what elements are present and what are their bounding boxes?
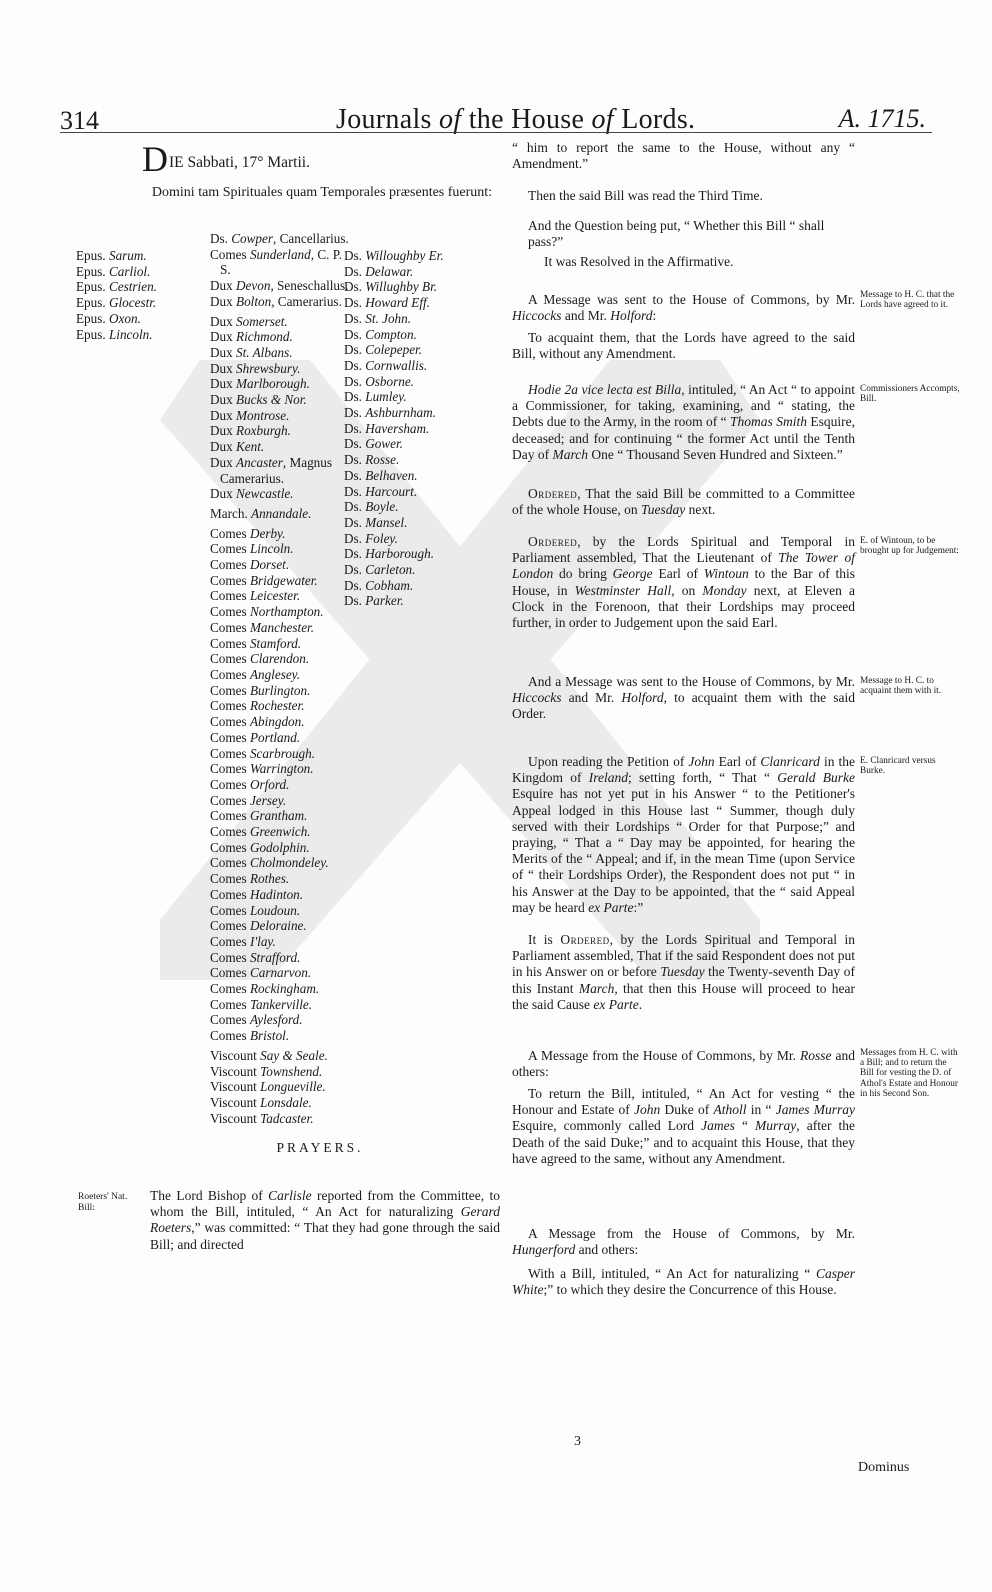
lord-entry [210,698,350,714]
title-prefix: Dux [210,278,233,294]
lord-entry [210,573,350,589]
title-prefix: Comes [210,572,247,588]
lord-entry [210,636,350,652]
title-prefix: Comes [210,996,247,1012]
baron-entry [344,405,484,421]
peer-name: Rothes. [249,871,290,887]
lord-entry [210,1111,350,1127]
lord-entry [210,1095,350,1111]
bishop-entry [76,248,186,264]
title-prefix: Ds. [344,373,362,389]
title-prefix: Comes [210,557,247,573]
paragraph-return-atholl-bill: To return the Bill, intituled, “ An Act for vesting “ the Honour and Estate of John Duke of Atholl in “ James Murray Esquire, commonly called Lord James “ Murray, after the Death of the said Duke;” and to acquaint this House, that they have agreed to the same, without any Amendment. [512,1086,856,1166]
peer-name: Cobham. [365,577,414,593]
page-number: 314 [60,106,99,135]
title-prefix: Ds. [344,405,362,421]
lord-entry [210,506,350,522]
peer-name: Cowper [231,231,274,246]
bishop-entry [76,295,186,311]
peer-name: Somerset. [236,313,288,329]
roeters-report-paragraph: The Lord Bishop of Carlisle reported from the Committee, to whom the Bill, intituled, “ An Act for naturalizing Gerard Roeters,” was committed: “ That they had gone through the said Bill; and directed [150,1188,500,1252]
peer-name: Carnarvon. [249,965,312,981]
lord-entry [210,777,350,793]
baron-entry [344,593,484,609]
peer-name: Willoughby Er. [365,248,444,263]
peer-name: Cholmondeley. [249,855,329,871]
title-prefix: Ds. [344,420,362,436]
peer-name: Abingdon. [249,714,305,730]
peer-name: Newcastle. [236,486,294,502]
peer-name: Shrewsbury. [236,360,301,376]
peer-name: Colepeper. [365,342,423,358]
title-prefix: Comes [210,604,247,620]
title-prefix: Comes [210,1012,247,1028]
title-prefix: Comes [210,965,247,981]
peer-name: Gower. [365,436,403,452]
baron-entry [344,279,484,295]
signature-mark: 3 [574,1434,581,1449]
title-prefix: Comes [210,824,247,840]
baron-entry [344,546,484,562]
baron-entry [344,484,484,500]
peer-name: Anglesey. [249,666,301,682]
baron-entry [344,248,484,264]
lord-entry [210,683,350,699]
title-prefix: Comes [210,886,247,902]
peer-name: Hadinton. [249,886,304,902]
baron-entry [344,311,484,327]
peer-name: Clarendon. [249,651,310,667]
peer-name: Manchester. [249,619,315,635]
margin-note-roeters: Roeters' Nat. Bill: [78,1192,128,1213]
peer-name: Burlington. [249,682,311,698]
lord-entry [210,824,350,840]
peer-name: Bolton [236,293,272,309]
peer-name: Carleton. [365,562,416,578]
baron-entry [344,436,484,452]
prayers-heading: PRAYERS. [276,1140,364,1155]
peer-name: Oxon. [108,310,141,326]
paragraph-clanricard-petition: Upon reading the Petition of John Earl of Clanricard in the Kingdom of Ireland; setting forth, “ That “ Gerald Burke Esquire has not yet put in his Answer “ to the Petitioner's Appeal lodged in this House last “ Summer, though duly served with their Lordships “ Order for that Purpose;” and praying, “ That a “ Day may be appointed, for hearing the Merits of the “ Appeal; and if, in the mean Time (upon Service of “ their Lordships Order), the Respondent does not put “ in his Answer at the Day to be appointed, that the “ said Appeal may be heard ex Parte:” [512,754,856,915]
title-prefix: Comes [210,745,247,761]
peer-name: Godolphin. [249,839,310,855]
baron-entry [344,342,484,358]
title-prefix: Ds. [344,326,362,342]
lord-entry [210,294,350,310]
title-prefix: Comes [210,918,247,934]
margin-note-messages-hc: Messages from H. C. with a Bill; and to return the Bill for vesting the D. of Athol's Estate and Honour in his Second Son. [860,1048,958,1099]
paragraph-commissioners-bill: Hodie 2a vice lecta est Billa, intituled, “ An Act “ to appoint a Commissioner, for taking, examining, and “ stating, the Debts due to the Army, in the room of “ Thomas Smith Esquire, deceased; and for continuing “ the former Act until the Tenth Day of March One “ Thousand Seven Hundred and Sixteen.” [512,382,855,462]
left-column [60,140,504,1330]
lord-entry [210,439,350,455]
peer-name: Sarum. [108,248,147,263]
peer-name: Ancaster [236,454,283,470]
peer-name: Warrington. [249,761,314,777]
title-prefix: Viscount [210,1063,257,1079]
title-prefix: Epus. [76,263,106,279]
peer-name: Bristol. [249,1028,290,1044]
title-prefix: Ds. [344,514,362,530]
peer-name: Harcourt. [365,483,418,499]
peer-name: Willughby Br. [365,279,438,295]
lord-entry [210,345,350,361]
paragraph-casper-white-bill: With a Bill, intituled, “ An Act for naturalizing “ Casper White;” to which they desire the Concurrence of this House. [512,1266,855,1298]
peer-name: Richmond. [236,329,293,345]
lord-entry [210,1012,350,1028]
title-prefix: Comes [210,808,247,824]
peer-name: Strafford. [249,949,301,965]
peer-name: Greenwich. [249,824,311,840]
paragraph-ordered-wintoun: Ordered, by the Lords Spiritual and Temporal in Parliament assembled, That the Lieutenant of The Tower of London do bring George Earl of Wintoun to the Bar of this House, in Westminster Hall, on Monday next, at Eleven a Clock in the Forenoon, that their Lordships may proceed further, in order to Judgement upon the said Earl. [512,534,856,631]
title-prefix: Comes [210,246,247,262]
paragraph-ordered-respondent: It is Ordered, by the Lords Spiritual and Temporal in Parliament assembled, That if the said Respondent does not put in his Answer on or before Tuesday the Twenty-seventh Day of this Instant March, that then this House will proceed to hear the said Cause ex Parte. [512,932,855,1012]
title-prefix: Ds. [344,499,362,515]
peer-name: Townshend. [260,1063,323,1079]
peer-name: Portland. [249,729,301,745]
lord-entry [210,361,350,377]
peer-name: Grantham. [249,808,308,824]
lord-entry [210,588,350,604]
lord-entry [210,918,350,934]
peer-name: Bucks & Nor. [236,392,307,408]
lord-entry [210,981,350,997]
baron-entry [344,578,484,594]
title-prefix: Comes [210,666,247,682]
baron-entry [344,389,484,405]
peer-name: Rosse. [365,452,400,468]
baron-entry [344,264,484,280]
title-prefix: Comes [210,635,247,651]
title-prefix: Comes [210,588,247,604]
year-label: A. 1715. [838,104,926,133]
lord-entry [210,950,350,966]
title-prefix: Viscount [210,1047,257,1063]
margin-note-message-agreed: Message to H. C. that the Lords have agreed to it. [860,290,955,311]
title-prefix: Comes [210,651,247,667]
peer-name: Lincoln. [108,326,153,342]
title-prefix: Viscount [210,1079,257,1095]
lord-entry [210,651,350,667]
right-margin-notes [860,140,960,1330]
peer-name: I'lay. [249,933,276,949]
peer-name: St. John. [365,310,412,326]
peer-name: Tankerville. [249,996,313,1012]
lord-entry [210,247,350,278]
paragraph-message-rosse: A Message from the House of Commons, by Mr. Rosse and others: [512,1048,855,1080]
title-prefix: Ds. [344,452,362,468]
title-prefix: Epus. [76,310,106,326]
title-prefix: Epus. [76,295,106,311]
margin-note-commissioners: Commissioners Accompts, Bill. [860,384,960,405]
peer-name: Belhaven. [365,467,418,483]
title-prefix: Comes [210,902,247,918]
right-column [512,140,855,1330]
lord-entry [210,934,350,950]
title-prefix: Comes [210,541,247,557]
lord-entry [210,1048,350,1064]
lord-entry [210,808,350,824]
baron-entry [344,358,484,374]
peer-name: Say & Seale. [260,1047,328,1063]
title-prefix: Comes [210,1028,247,1044]
lord-entry [210,314,350,330]
title-prefix: Ds. [344,310,362,326]
title-prefix: Dux [210,486,233,502]
title-prefix: Ds. [344,263,362,279]
peer-name: Marlborough. [236,376,310,392]
peer-name: Harborough. [365,546,435,562]
title-prefix: Comes [210,619,247,635]
peer-name: Parker. [365,593,404,609]
peer-name: Bridgewater. [249,572,318,588]
title-prefix: Comes [210,792,247,808]
title-prefix: March. [210,505,248,521]
margin-note-wintoun: E. of Wintoun, to be brought up for Judgement: [860,536,959,557]
title-prefix: Epus. [76,326,106,342]
title-prefix: Ds. [344,295,362,311]
lord-entry [210,887,350,903]
lord-entry [210,408,350,424]
baron-entry [344,327,484,343]
title-prefix: Comes [210,839,247,855]
title-prefix: Dux [210,344,233,360]
title-prefix: Comes [210,761,247,777]
title-prefix: Ds. [344,483,362,499]
peer-name: Leicester. [249,588,301,604]
title-prefix: Ds. [344,562,362,578]
title-prefix: Comes [210,933,247,949]
lord-entry [210,730,350,746]
office-suffix: , Camerarius. [271,293,342,309]
lord-entry [210,455,350,486]
office-suffix: , Magnus Camerarius. [220,454,332,486]
peer-name: Cestrien. [108,279,157,295]
title-prefix: Comes [210,855,247,871]
lord-entry [210,1028,350,1044]
lord-entry [210,761,350,777]
bishops-list [76,248,186,342]
lord-entry [210,997,350,1013]
peer-name: Longueville. [260,1079,326,1095]
title-prefix: Ds. [344,593,362,609]
lord-entry [210,1064,350,1080]
lord-entry [210,746,350,762]
baron-entry [344,562,484,578]
peer-name: Dorset. [249,557,290,573]
bishop-entry [76,279,186,295]
title-prefix: Dux [210,439,233,455]
title-prefix: Ds. [210,231,228,246]
margin-note-message-order: Message to H. C. to acquaint them with it. [860,676,942,697]
title-prefix: Dux [210,293,233,309]
peer-name: Sunderland [249,246,311,262]
title-prefix: Dux [210,407,233,423]
peer-name: Compton. [365,326,417,342]
lord-entry [210,604,350,620]
peer-name: Aylesford. [249,1012,303,1028]
bishop-entry [76,264,186,280]
peer-name: Lincoln. [249,541,294,557]
title-prefix: Dux [210,392,233,408]
office-suffix: , Seneschallus. [270,278,349,294]
baron-entry [344,468,484,484]
title-prefix: Ds. [344,357,362,373]
peer-name: Howard Eff. [365,295,430,311]
peer-name: Boyle. [365,499,399,515]
lord-entry [210,486,350,502]
lord-entry [210,278,350,294]
title-prefix: Epus. [76,279,106,295]
lord-entry [210,541,350,557]
peer-name: Haversham. [365,420,430,436]
title-prefix: Dux [210,360,233,376]
title-prefix: Comes [210,525,247,541]
lord-entry [210,903,350,919]
peer-name: Jersey. [249,792,287,808]
peer-name: Loudoun. [249,902,301,918]
lord-entry [210,329,350,345]
running-title: Journals of the House of Lords. [336,104,696,135]
paragraph-third-reading: Then the said Bill was read the Third Time. [528,188,763,203]
peer-name: Ashburnham. [365,405,436,421]
peer-name: Rochester. [249,698,305,714]
paragraph-ordered-committee: Ordered, That the said Bill be committed to a Committee of the whole House, on Tuesday next. [512,486,855,518]
peer-name: Foley. [365,530,398,546]
lord-entry [210,376,350,392]
catchword: Dominus [858,1460,910,1475]
lord-entry [210,667,350,683]
peer-name: Roxburgh. [236,423,291,439]
title-prefix: Ds. [344,546,362,562]
peer-name: Devon [236,278,271,294]
title-prefix: Ds. [344,342,362,358]
bishop-entry [76,311,186,327]
title-prefix: Viscount [210,1110,257,1126]
title-prefix: Viscount [210,1094,257,1110]
peer-name: Osborne. [365,373,414,389]
lord-entry [210,855,350,871]
title-prefix: Dux [210,454,233,470]
title-prefix: Ds. [344,279,362,295]
title-prefix: Comes [210,714,247,730]
lord-entry [210,620,350,636]
lord-entry [210,1079,350,1095]
peer-name: Stamford. [249,635,302,651]
peer-name: Derby. [249,525,286,541]
title-prefix: Ds. [344,577,362,593]
peer-name: Lonsdale. [260,1094,312,1110]
lord-entry [210,423,350,439]
baron-entry [344,515,484,531]
peer-name: St. Albans. [236,344,293,360]
title-prefix: Comes [210,776,247,792]
title-prefix: Comes [210,949,247,965]
peer-name: Glocestr. [108,295,157,311]
title-prefix: Comes [210,981,247,997]
baron-entry [344,295,484,311]
title-prefix: Comes [210,871,247,887]
title-prefix: Comes [210,682,247,698]
header-rule [60,132,932,133]
title-prefix: Dux [210,329,233,345]
peer-name: Kent. [236,439,265,455]
title-prefix: Epus. [76,248,106,263]
peer-name: Carliol. [108,263,151,279]
peer-name: Deloraine. [249,918,307,934]
paragraph-message-order: And a Message was sent to the House of Commons, by Mr. Hiccocks and Mr. Holford, to acquaint them with the said Order. [512,674,855,722]
paragraph-question: And the Question being put, “ Whether this Bill “ shall pass?” [528,218,825,250]
margin-note-clanricard: E. Clanricard versus Burke. [860,756,936,777]
paragraph-message-hungerford: A Message from the House of Commons, by Mr. Hungerford and others: [512,1226,855,1258]
day-heading: DIE Sabbati, 17° Martii. [142,139,310,179]
domini-heading: Domini tam Spirituales quam Temporales præsentes fuerunt: [151,185,493,200]
paragraph-report-continuation: “ him to report the same to the House, without any “ Amendment.” [512,140,855,172]
peer-name: Montrose. [236,407,290,423]
title-prefix: Ds. [344,436,362,452]
lord-entry [210,526,350,542]
lord-entry [210,965,350,981]
baron-entry [344,374,484,390]
baron-entry [344,499,484,515]
baron-entry [344,531,484,547]
lord-entry [210,557,350,573]
paragraph-resolved: It was Resolved in the Affirmative. [544,254,734,269]
barons-list [344,248,484,609]
peer-name: Mansel. [365,514,408,530]
lord-entry [210,392,350,408]
peer-name: Northampton. [249,604,324,620]
peer-name: Cornwallis. [365,357,428,373]
peer-name: Annandale. [251,505,312,521]
baron-entry [344,421,484,437]
lord-entry [210,231,350,247]
title-prefix: Comes [210,698,247,714]
lord-entry [210,714,350,730]
title-prefix: Comes [210,729,247,745]
office-suffix: , Cancellarius. [273,231,349,246]
bishop-entry [76,327,186,343]
title-prefix: Dux [210,376,233,392]
office-suffix: , C. P. S. [220,246,342,278]
title-prefix: Ds. [344,467,362,483]
title-prefix: Dux [210,423,233,439]
peer-name: Rockingham. [249,981,320,997]
peer-name: Tadcaster. [260,1110,314,1126]
peer-name: Lumley. [365,389,407,405]
lord-entry [210,793,350,809]
peer-name: Orford. [249,776,290,792]
paragraph-message-commons: A Message was sent to the House of Commons, by Mr. Hiccocks and Mr. Holford: [512,292,855,324]
title-prefix: Ds. [344,389,362,405]
lord-entry [210,840,350,856]
title-prefix: Ds. [344,248,362,263]
title-prefix: Ds. [344,530,362,546]
paragraph-acquaint-agreed: To acquaint them, that the Lords have agreed to the said Bill, without any Amendment. [512,330,855,362]
baron-entry [344,452,484,468]
lords-list [210,231,350,1126]
peer-name: Scarbrough. [249,745,316,761]
peer-name: Delawar. [365,263,414,279]
lord-entry [210,871,350,887]
title-prefix: Dux [210,313,233,329]
